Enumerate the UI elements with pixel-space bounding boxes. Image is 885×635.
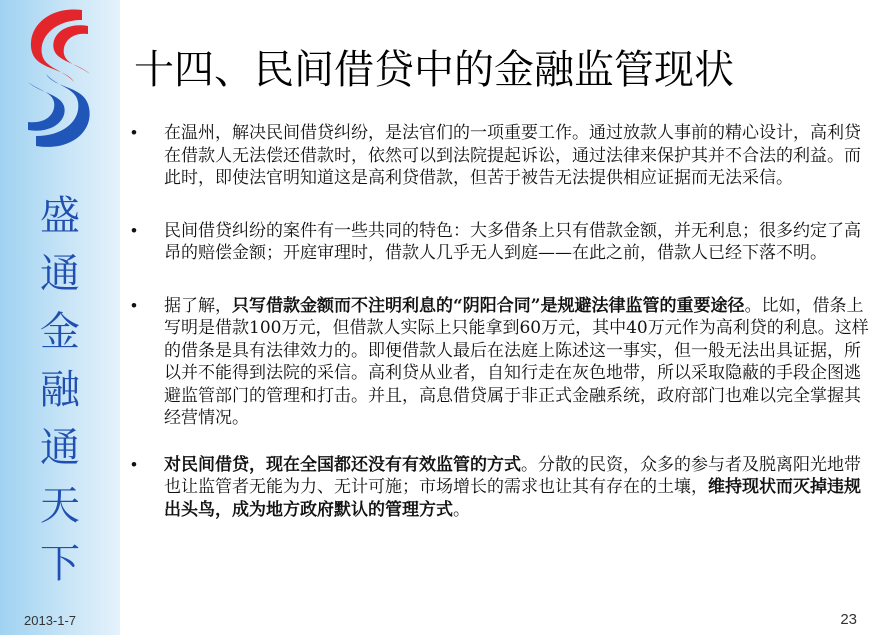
- bullet-text: 。: [453, 499, 470, 520]
- bullet-marker: •: [131, 123, 137, 142]
- slogan-char: 融: [40, 367, 80, 413]
- bullet-item: [128, 295, 876, 430]
- bullet-marker: •: [131, 295, 137, 315]
- bullet-item: [128, 122, 876, 190]
- slogan-char: 盛: [40, 193, 80, 239]
- bullet-marker: •: [131, 220, 137, 240]
- slogan-char: 天: [40, 483, 80, 529]
- bullet-text: 。比如，借条上写明是借款100万元，但借款人实际上只能拿到60万元，其中40万元作为高利贷的利息。这样的借条是具有法律效力的。即便借款人最后在法庭上陈述这一事实，但一般无法出具证据，所以并不能得到法院的采信。高利贷从业者，自知行走在灰色地带，所以采取隐蔽的手段企图逃避监管部门的管理和打击。并且，高息借贷属于非正式金融系统，政府部门也难以完全掌握其经营情况。: [164, 295, 869, 428]
- left-sidebar: [0, 0, 120, 635]
- slogan-vertical: [0, 193, 120, 602]
- bullet-marker: •: [131, 454, 137, 474]
- bullet-text: 民间借贷纠纷的案件有一些共同的特色：大多借条上只有借款金额，并无利息；很多约定了高昂的赔偿金额；开庭审理时，借款人几乎无人到庭——在此之前，借款人已经下落不明。: [164, 220, 861, 263]
- slogan-char: 下: [40, 541, 80, 587]
- bullet-bold-text: 只写借款金额而不注明利息的“阴阳合同”是规避法律监管的重要途径: [232, 295, 745, 316]
- bullet-bold-text: 对民间借贷，现在全国都还没有有效监管的方式: [164, 454, 521, 475]
- bullet-lead: 据了解，: [164, 295, 232, 316]
- slide-date: 2013-1-7: [24, 613, 77, 628]
- slogan-char: 通: [40, 425, 80, 471]
- slogan-char: 通: [40, 251, 80, 297]
- bullet-text: 。分散的民资，众多的参与者及脱离阳光地带也让监管者无能为力、无计可施；市场增长的需求也让其有存在的土壤，: [164, 454, 861, 497]
- bullet-list: [128, 122, 876, 521]
- bullet-text: 在温州，解决民间借贷纠纷，是法官们的一项重要工作。通过放款人事前的精心设计，高利贷在借款人无法偿还借款时，依然可以到法院提起诉讼，通过法律来保护其并不合法的利益。而此时，即使法官明知道这是高利贷借款，但苦于被告无法提供相应证据而无法采信。: [164, 123, 861, 188]
- bullet-bold-text: 维持现状而灭掉违规出头鸟，成为地方政府默认的管理方式: [164, 477, 861, 520]
- company-logo: [4, 4, 116, 154]
- page-number: 23: [840, 611, 857, 628]
- bullet-item: [128, 220, 876, 265]
- slide-title: 十四、民间借贷中的金融监管现状: [134, 47, 734, 93]
- slogan-char: 金: [40, 309, 80, 355]
- bullet-item: [128, 454, 876, 522]
